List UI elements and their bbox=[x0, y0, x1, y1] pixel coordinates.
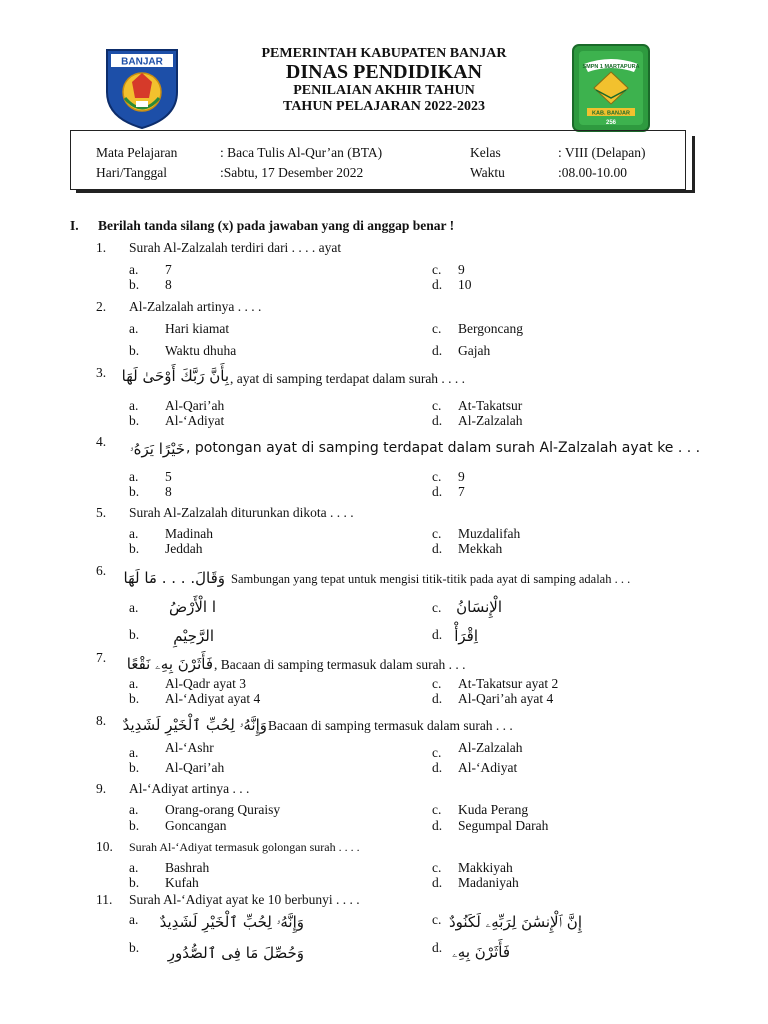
header-exam-title: PENILAIAN AKHIR TAHUN bbox=[293, 83, 475, 98]
option-letter: a. bbox=[129, 398, 139, 413]
option-letter: d. bbox=[432, 484, 443, 499]
info-box-shadow-right bbox=[692, 136, 695, 192]
option-letter: c. bbox=[432, 600, 442, 615]
option-text[interactable]: Al-‘Adiyat bbox=[165, 413, 225, 428]
option-letter: d. bbox=[432, 940, 443, 955]
date-value: :Sabtu, 17 Desember 2022 bbox=[220, 165, 364, 180]
question-text: Sambungan yang tepat untuk mengisi titik-titik pada ayat di samping adalah . . . bbox=[231, 572, 631, 586]
option-text[interactable]: 9 bbox=[458, 262, 465, 277]
option-letter: b. bbox=[129, 627, 140, 642]
option-letter: d. bbox=[432, 541, 443, 556]
option-letter: b. bbox=[129, 875, 140, 890]
question-number: 2. bbox=[96, 299, 107, 314]
question-number: 7. bbox=[96, 650, 107, 665]
option-letter: a. bbox=[129, 526, 139, 541]
option-text[interactable]: 10 bbox=[458, 277, 472, 292]
option-letter: c. bbox=[432, 745, 442, 760]
option-text[interactable]: Al-Qari’ah ayat 4 bbox=[458, 691, 554, 706]
option-text[interactable]: Segumpal Darah bbox=[458, 818, 549, 833]
option-text[interactable]: Al-Qadr ayat 3 bbox=[165, 676, 246, 691]
option-letter: c. bbox=[432, 469, 442, 484]
option-letter: c. bbox=[432, 398, 442, 413]
option-text[interactable]: Mekkah bbox=[458, 541, 503, 556]
question-number: 9. bbox=[96, 781, 107, 796]
option-letter: c. bbox=[432, 912, 442, 927]
time-label: Waktu bbox=[470, 165, 505, 180]
logo-left-label: BANJAR bbox=[121, 56, 163, 68]
class-value: : VIII (Delapan) bbox=[558, 145, 646, 160]
option-text[interactable]: إِنَّ ٱلْإِنسَٰنَ لِرَبِّهِۦ لَكَنُودٌ bbox=[448, 913, 582, 931]
subject-label: Mata Pelajaran bbox=[96, 145, 178, 160]
header-government: PEMERINTAH KABUPATEN BANJAR bbox=[261, 46, 507, 61]
option-text[interactable]: Bergoncang bbox=[458, 321, 523, 336]
option-text[interactable]: Kufah bbox=[165, 875, 199, 890]
option-text[interactable]: اِقْرَأْ bbox=[454, 627, 478, 645]
question-number: 3. bbox=[96, 365, 107, 380]
header-school-year: TAHUN PELAJARAN 2022-2023 bbox=[283, 99, 485, 114]
option-letter: a. bbox=[129, 860, 139, 875]
option-letter: a. bbox=[129, 745, 139, 760]
question-text: Surah Al-Zalzalah diturunkan dikota . . . . bbox=[129, 505, 354, 520]
question-text: Surah Al-Zalzalah terdiri dari . . . . ayat bbox=[129, 240, 342, 255]
question-number: 1. bbox=[96, 240, 107, 255]
question-text: Bacaan di samping termasuk dalam surah . . . bbox=[268, 718, 513, 733]
option-letter: a. bbox=[129, 676, 139, 691]
subject-value: : Baca Tulis Al-Qur’an (BTA) bbox=[220, 145, 383, 160]
option-text[interactable]: Bashrah bbox=[165, 860, 210, 875]
option-letter: b. bbox=[129, 277, 140, 292]
option-text[interactable]: Al-Zalzalah bbox=[458, 413, 523, 428]
option-text[interactable]: Kuda Perang bbox=[458, 802, 529, 817]
option-letter: b. bbox=[129, 484, 140, 499]
option-letter: b. bbox=[129, 413, 140, 428]
option-text[interactable]: فَأَثَرْنَ بِهِۦ bbox=[452, 943, 510, 961]
option-letter: a. bbox=[129, 802, 139, 817]
question-text: Surah Al-‘Adiyat ayat ke 10 berbunyi . . . . bbox=[129, 892, 360, 907]
logo-right-number: 256 bbox=[605, 120, 617, 126]
class-label: Kelas bbox=[470, 145, 501, 160]
option-text[interactable]: Al-Qari’ah bbox=[165, 760, 225, 775]
option-text[interactable]: At-Takatsur ayat 2 bbox=[458, 676, 559, 691]
option-letter: d. bbox=[432, 343, 443, 358]
question-number: 10. bbox=[96, 839, 113, 854]
option-letter: d. bbox=[432, 760, 443, 775]
question-arabic: بِأَنَّ رَبَّكَ أَوْحَىٰ لَهَا bbox=[121, 367, 229, 385]
option-letter: a. bbox=[129, 600, 139, 615]
question-arabic: وَإِنَّهُۥ لِحُبِّ ٱلْخَيْرِ لَشَدِيدٌ bbox=[122, 716, 267, 734]
question-text: , potongan ayat di samping terdapat dalam surah Al-Zalzalah ayat ke . . . bbox=[186, 440, 701, 456]
option-text[interactable]: Waktu dhuha bbox=[165, 343, 237, 358]
option-text[interactable]: 7 bbox=[458, 484, 465, 499]
option-letter: c. bbox=[432, 676, 442, 691]
option-text[interactable]: 5 bbox=[165, 469, 172, 484]
header-department: DINAS PENDIDIKAN bbox=[285, 61, 483, 83]
option-letter: a. bbox=[129, 321, 139, 336]
option-text[interactable]: Orang-orang Quraisy bbox=[165, 802, 281, 817]
option-text[interactable]: وَحُصِّلَ مَا فِى ٱلصُّدُورِ bbox=[167, 944, 304, 962]
option-letter: d. bbox=[432, 627, 443, 642]
question-text: Al-Zalzalah artinya . . . . bbox=[129, 299, 262, 314]
question-text: , ayat di samping terdapat dalam surah . . . . bbox=[230, 371, 466, 386]
option-letter: a. bbox=[129, 262, 139, 277]
option-text[interactable]: Goncangan bbox=[165, 818, 227, 833]
info-box-shadow-bottom bbox=[76, 190, 695, 193]
option-letter: d. bbox=[432, 691, 443, 706]
question-number: 6. bbox=[96, 563, 107, 578]
option-letter: a. bbox=[129, 469, 139, 484]
option-text[interactable]: Muzdalifah bbox=[458, 526, 521, 541]
time-value: :08.00-10.00 bbox=[558, 165, 627, 180]
date-label: Hari/Tanggal bbox=[96, 165, 168, 180]
question-number: 8. bbox=[96, 713, 107, 728]
question-arabic: فَأَثَرْنَ بِهِۦ نَقْعًا bbox=[126, 655, 213, 673]
option-letter: b. bbox=[129, 760, 140, 775]
option-text[interactable]: Al-Zalzalah bbox=[458, 740, 523, 755]
option-text[interactable]: Hari kiamat bbox=[165, 321, 230, 336]
question-arabic: خَيْرًا يَرَهُۥ bbox=[129, 440, 185, 458]
option-text[interactable]: Al-‘Adiyat ayat 4 bbox=[165, 691, 261, 706]
question-number: 4. bbox=[96, 434, 107, 449]
option-text[interactable]: Madaniyah bbox=[458, 875, 519, 890]
option-text[interactable]: 7 bbox=[165, 262, 172, 277]
option-text[interactable]: الْإِنسَانُ bbox=[456, 598, 502, 616]
option-letter: b. bbox=[129, 940, 140, 955]
option-text[interactable]: Jeddah bbox=[165, 541, 203, 556]
option-text[interactable]: 8 bbox=[165, 277, 172, 292]
question-arabic: وَقَالَ. . . . مَا لَهَا bbox=[123, 569, 225, 587]
option-letter: d. bbox=[432, 277, 443, 292]
option-text[interactable]: Makkiyah bbox=[458, 860, 513, 875]
option-text[interactable]: Al-‘Adiyat bbox=[458, 760, 518, 775]
question-text: , Bacaan di samping termasuk dalam surah . . . bbox=[214, 657, 466, 672]
logo-right-bottom-label: KAB. BANJAR bbox=[592, 110, 630, 117]
option-letter: c. bbox=[432, 321, 442, 336]
option-text[interactable]: Al-‘Ashr bbox=[165, 740, 214, 755]
option-text[interactable]: وَإِنَّهُۥ لِحُبِّ ٱلْخَيْرِ لَشَدِيدٌ bbox=[159, 913, 304, 931]
option-letter: c. bbox=[432, 262, 442, 277]
option-letter: b. bbox=[129, 691, 140, 706]
option-letter: d. bbox=[432, 875, 443, 890]
option-letter: c. bbox=[432, 526, 442, 541]
question-text: Al-‘Adiyat artinya . . . bbox=[129, 781, 250, 796]
question-number: 11. bbox=[96, 892, 113, 907]
option-letter: b. bbox=[129, 541, 140, 556]
option-text[interactable]: At-Takatsur bbox=[458, 398, 523, 413]
option-text[interactable]: 8 bbox=[165, 484, 172, 499]
option-letter: d. bbox=[432, 413, 443, 428]
option-text[interactable]: الرَّحِيْمِ bbox=[173, 627, 214, 645]
logo-right-top-label: SMPN 1 MARTAPURA bbox=[582, 64, 640, 70]
option-letter: c. bbox=[432, 802, 442, 817]
option-text[interactable]: Al-Qari’ah bbox=[165, 398, 225, 413]
question-text: Surah Al-‘Adiyat termasuk golongan surah . . . . bbox=[129, 840, 360, 854]
option-text[interactable]: Gajah bbox=[458, 343, 491, 358]
option-letter: a. bbox=[129, 912, 139, 927]
option-letter: b. bbox=[129, 818, 140, 833]
option-letter: c. bbox=[432, 860, 442, 875]
question-number: 5. bbox=[96, 505, 107, 520]
section-instruction: Berilah tanda silang (x) pada jawaban yang di anggap benar ! bbox=[98, 218, 455, 233]
option-text[interactable]: 9 bbox=[458, 469, 465, 484]
section-numeral: I. bbox=[70, 218, 79, 233]
option-letter: b. bbox=[129, 343, 140, 358]
option-text[interactable]: Madinah bbox=[165, 526, 213, 541]
option-letter: d. bbox=[432, 818, 443, 833]
option-text[interactable]: ا الْأَرْضُ bbox=[168, 598, 216, 616]
